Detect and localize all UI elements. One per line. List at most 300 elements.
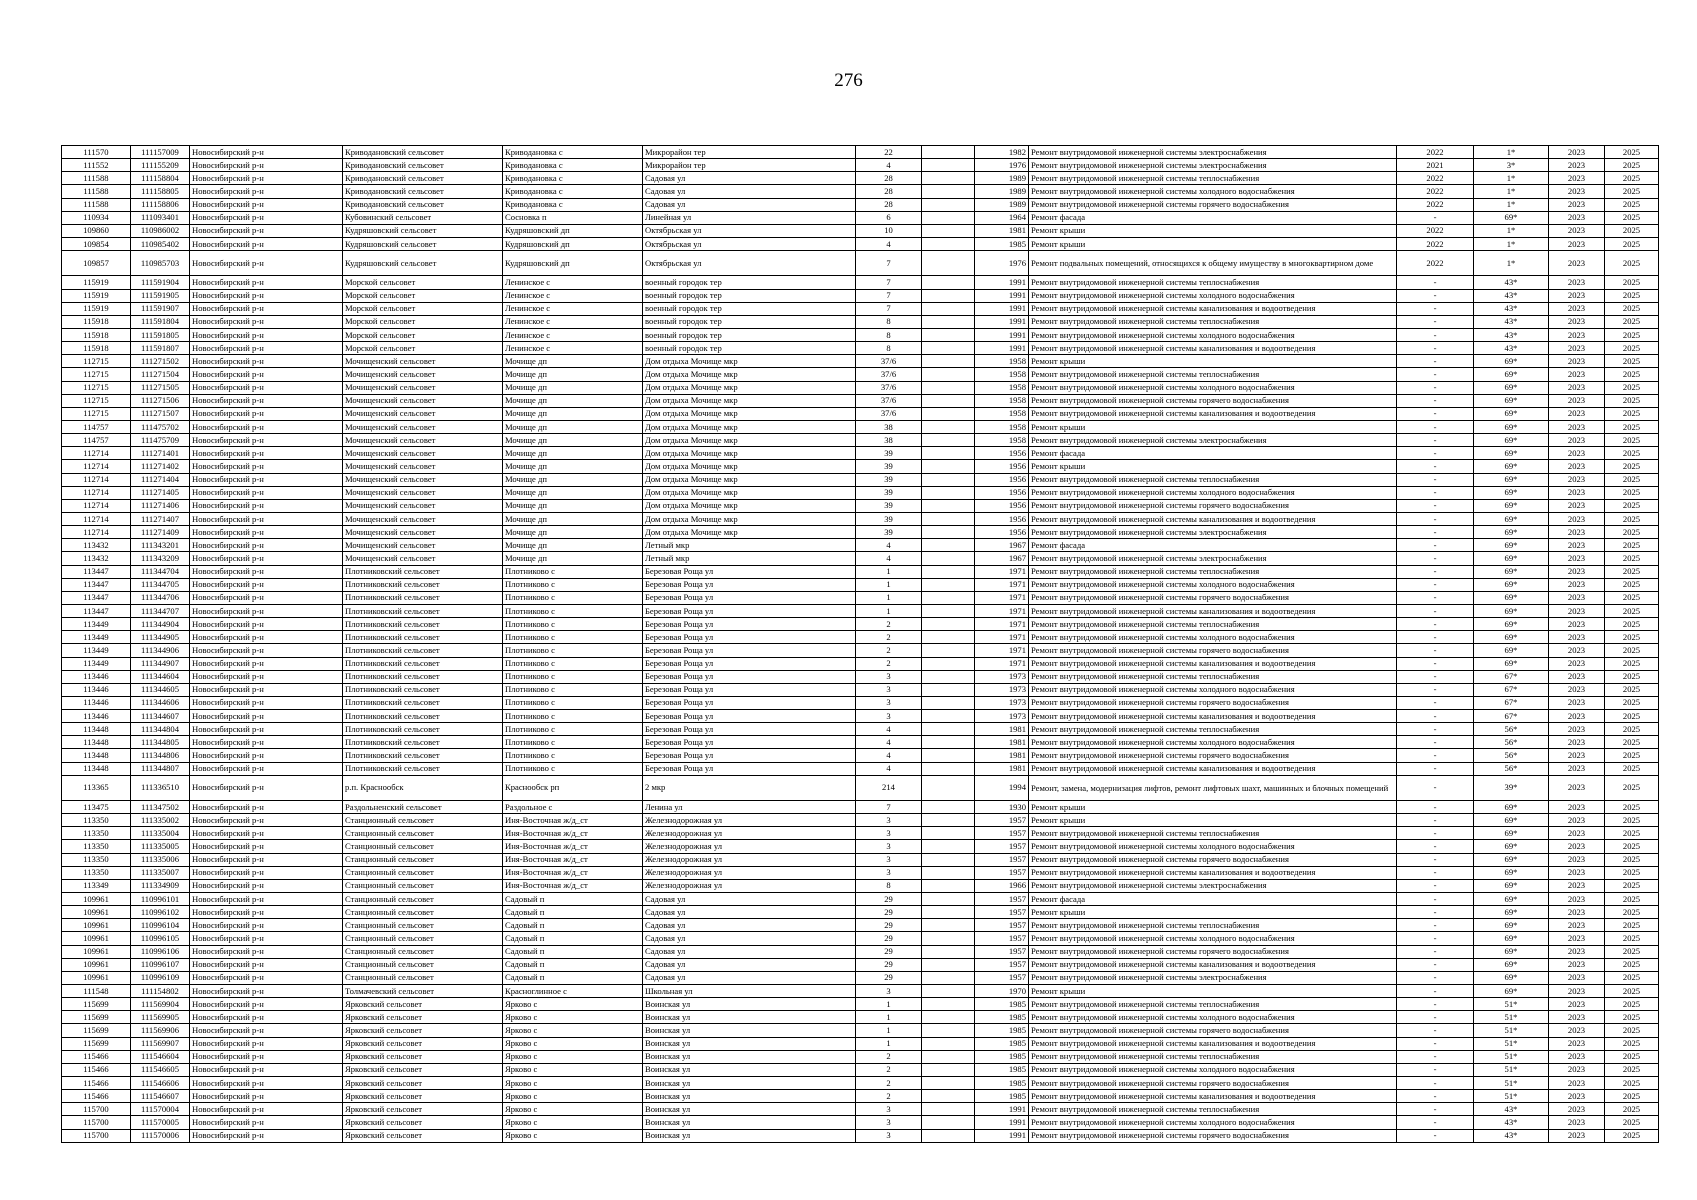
building-cell xyxy=(922,198,975,211)
council-cell: Плотниковский сельсовет xyxy=(343,683,503,696)
prev-repair-year-cell: - xyxy=(1397,591,1474,604)
cost-indicator-cell: 67* xyxy=(1474,683,1549,696)
house-number-cell: 29 xyxy=(856,958,922,971)
street-cell: Дом отдыха Мочище мкр xyxy=(643,512,856,525)
build-year-cell: 1981 xyxy=(975,749,1029,762)
table-row xyxy=(62,1063,1659,1076)
settlement-cell: Кудряшовский дп xyxy=(503,251,643,276)
cost-indicator-cell: 69* xyxy=(1474,591,1549,604)
work-type-cell: Ремонт внутридомовой инженерной системы канализования и водоотведения xyxy=(1029,342,1397,355)
start-year-cell: 2023 xyxy=(1549,866,1605,879)
house-id-cell: 113350 xyxy=(62,853,131,866)
council-cell: Станционный сельсовет xyxy=(343,827,503,840)
work-type-cell: Ремонт внутридомовой инженерной системы канализования и водоотведения xyxy=(1029,958,1397,971)
cost-indicator-cell: 69* xyxy=(1474,381,1549,394)
cost-indicator-cell: 43* xyxy=(1474,302,1549,315)
cost-indicator-cell: 69* xyxy=(1474,512,1549,525)
house-number-cell: 3 xyxy=(856,1116,922,1129)
work-type-cell: Ремонт внутридомовой инженерной системы электроснабжения xyxy=(1029,552,1397,565)
prev-repair-year-cell: - xyxy=(1397,631,1474,644)
district-cell: Новосибирский р-н xyxy=(190,315,343,328)
start-year-cell: 2023 xyxy=(1549,552,1605,565)
start-year-cell: 2023 xyxy=(1549,460,1605,473)
prev-repair-year-cell: 2022 xyxy=(1397,146,1474,159)
element-id-cell: 111271504 xyxy=(131,368,190,381)
element-id-cell: 111271502 xyxy=(131,355,190,368)
start-year-cell: 2023 xyxy=(1549,932,1605,945)
district-cell: Новосибирский р-н xyxy=(190,355,343,368)
prev-repair-year-cell: 2022 xyxy=(1397,237,1474,250)
street-cell: Дом отдыха Мочище мкр xyxy=(643,381,856,394)
end-year-cell: 2025 xyxy=(1605,276,1659,289)
work-type-cell: Ремонт внутридомовой инженерной системы горячего водоснабжения xyxy=(1029,1024,1397,1037)
end-year-cell: 2025 xyxy=(1605,919,1659,932)
element-id-cell: 111570005 xyxy=(131,1116,190,1129)
prev-repair-year-cell: - xyxy=(1397,355,1474,368)
council-cell: Мочищенский сельсовет xyxy=(343,539,503,552)
element-id-cell: 111154802 xyxy=(131,985,190,998)
work-type-cell: Ремонт внутридомовой инженерной системы теплоснабжения xyxy=(1029,565,1397,578)
table-row xyxy=(62,447,1659,460)
work-type-cell: Ремонт внутридомовой инженерной системы канализования и водоотведения xyxy=(1029,407,1397,420)
table-row xyxy=(62,840,1659,853)
start-year-cell: 2023 xyxy=(1549,211,1605,224)
settlement-cell: Садовый п xyxy=(503,971,643,984)
start-year-cell: 2023 xyxy=(1549,1129,1605,1142)
work-type-cell: Ремонт внутридомовой инженерной системы горячего водоснабжения xyxy=(1029,1077,1397,1090)
table-row xyxy=(62,526,1659,539)
house-number-cell: 2 xyxy=(856,1090,922,1103)
street-cell: Березовая Роща ул xyxy=(643,591,856,604)
work-type-cell: Ремонт внутридомовой инженерной системы канализования и водоотведения xyxy=(1029,657,1397,670)
work-type-cell: Ремонт внутридомовой инженерной системы холодного водоснабжения xyxy=(1029,328,1397,341)
street-cell: Ленина ул xyxy=(643,801,856,814)
house-id-cell: 110934 xyxy=(62,211,131,224)
building-cell xyxy=(922,814,975,827)
cost-indicator-cell: 51* xyxy=(1474,1063,1549,1076)
house-number-cell: 3 xyxy=(856,853,922,866)
prev-repair-year-cell: - xyxy=(1397,879,1474,892)
council-cell: Плотниковский сельсовет xyxy=(343,696,503,709)
street-cell: Садовая ул xyxy=(643,958,856,971)
house-number-cell: 2 xyxy=(856,644,922,657)
table-row xyxy=(62,696,1659,709)
house-id-cell: 112714 xyxy=(62,473,131,486)
house-id-cell: 113447 xyxy=(62,604,131,617)
prev-repair-year-cell: - xyxy=(1397,1103,1474,1116)
element-id-cell: 111475702 xyxy=(131,420,190,433)
start-year-cell: 2023 xyxy=(1549,512,1605,525)
cost-indicator-cell: 69* xyxy=(1474,879,1549,892)
work-type-cell: Ремонт внутридомовой инженерной системы электроснабжения xyxy=(1029,971,1397,984)
council-cell: Ярковский сельсовет xyxy=(343,998,503,1011)
house-number-cell: 6 xyxy=(856,211,922,224)
end-year-cell: 2025 xyxy=(1605,971,1659,984)
prev-repair-year-cell: - xyxy=(1397,460,1474,473)
house-number-cell: 29 xyxy=(856,906,922,919)
cost-indicator-cell: 43* xyxy=(1474,1129,1549,1142)
council-cell: Плотниковский сельсовет xyxy=(343,710,503,723)
settlement-cell: Садовый п xyxy=(503,932,643,945)
start-year-cell: 2023 xyxy=(1549,578,1605,591)
table-row xyxy=(62,591,1659,604)
street-cell: военный городок тер xyxy=(643,276,856,289)
table-row xyxy=(62,289,1659,302)
building-cell xyxy=(922,565,975,578)
building-cell xyxy=(922,1063,975,1076)
settlement-cell: Ярково с xyxy=(503,1050,643,1063)
street-cell: Березовая Роща ул xyxy=(643,723,856,736)
house-id-cell: 115699 xyxy=(62,1024,131,1037)
build-year-cell: 1971 xyxy=(975,618,1029,631)
settlement-cell: Плотниково с xyxy=(503,749,643,762)
end-year-cell: 2025 xyxy=(1605,289,1659,302)
building-cell xyxy=(922,736,975,749)
end-year-cell: 2025 xyxy=(1605,394,1659,407)
building-cell xyxy=(922,631,975,644)
build-year-cell: 1957 xyxy=(975,814,1029,827)
work-type-cell: Ремонт внутридомовой инженерной системы канализования и водоотведения xyxy=(1029,1037,1397,1050)
build-year-cell: 1957 xyxy=(975,906,1029,919)
prev-repair-year-cell: - xyxy=(1397,945,1474,958)
table-row xyxy=(62,224,1659,237)
build-year-cell: 1957 xyxy=(975,827,1029,840)
start-year-cell: 2023 xyxy=(1549,434,1605,447)
council-cell: Станционный сельсовет xyxy=(343,879,503,892)
end-year-cell: 2025 xyxy=(1605,198,1659,211)
table-row xyxy=(62,879,1659,892)
house-id-cell: 115699 xyxy=(62,998,131,1011)
district-cell: Новосибирский р-н xyxy=(190,604,343,617)
table-row xyxy=(62,302,1659,315)
council-cell: Ярковский сельсовет xyxy=(343,1103,503,1116)
settlement-cell: Мочище дп xyxy=(503,447,643,460)
work-type-cell: Ремонт внутридомовой инженерной системы канализования и водоотведения xyxy=(1029,1090,1397,1103)
start-year-cell: 2023 xyxy=(1549,749,1605,762)
prev-repair-year-cell: - xyxy=(1397,958,1474,971)
council-cell: Станционный сельсовет xyxy=(343,945,503,958)
council-cell: Ярковский сельсовет xyxy=(343,1024,503,1037)
build-year-cell: 1971 xyxy=(975,644,1029,657)
end-year-cell: 2025 xyxy=(1605,355,1659,368)
end-year-cell: 2025 xyxy=(1605,1090,1659,1103)
end-year-cell: 2025 xyxy=(1605,368,1659,381)
council-cell: Плотниковский сельсовет xyxy=(343,565,503,578)
street-cell: Дом отдыха Мочище мкр xyxy=(643,526,856,539)
element-id-cell: 111335004 xyxy=(131,827,190,840)
prev-repair-year-cell: - xyxy=(1397,919,1474,932)
street-cell: Октябрьская ул xyxy=(643,224,856,237)
element-id-cell: 111344706 xyxy=(131,591,190,604)
table-row xyxy=(62,945,1659,958)
district-cell: Новосибирский р-н xyxy=(190,827,343,840)
house-number-cell: 28 xyxy=(856,172,922,185)
element-id-cell: 111343209 xyxy=(131,552,190,565)
district-cell: Новосибирский р-н xyxy=(190,762,343,775)
house-id-cell: 115466 xyxy=(62,1063,131,1076)
prev-repair-year-cell: - xyxy=(1397,1037,1474,1050)
house-number-cell: 38 xyxy=(856,434,922,447)
prev-repair-year-cell: - xyxy=(1397,618,1474,631)
building-cell xyxy=(922,749,975,762)
settlement-cell: Плотниково с xyxy=(503,683,643,696)
table-row xyxy=(62,552,1659,565)
settlement-cell: Плотниково с xyxy=(503,762,643,775)
house-number-cell: 29 xyxy=(856,971,922,984)
table-row xyxy=(62,473,1659,486)
table-row xyxy=(62,1116,1659,1129)
end-year-cell: 2025 xyxy=(1605,1116,1659,1129)
build-year-cell: 1957 xyxy=(975,932,1029,945)
prev-repair-year-cell: - xyxy=(1397,762,1474,775)
cost-indicator-cell: 69* xyxy=(1474,801,1549,814)
end-year-cell: 2025 xyxy=(1605,827,1659,840)
prev-repair-year-cell: - xyxy=(1397,368,1474,381)
end-year-cell: 2025 xyxy=(1605,539,1659,552)
house-number-cell: 1 xyxy=(856,578,922,591)
street-cell: Воинская ул xyxy=(643,1063,856,1076)
street-cell: Дом отдыха Мочище мкр xyxy=(643,368,856,381)
element-id-cell: 111093401 xyxy=(131,211,190,224)
building-cell xyxy=(922,853,975,866)
build-year-cell: 1956 xyxy=(975,473,1029,486)
house-number-cell: 39 xyxy=(856,526,922,539)
cost-indicator-cell: 69* xyxy=(1474,853,1549,866)
end-year-cell: 2025 xyxy=(1605,499,1659,512)
district-cell: Новосибирский р-н xyxy=(190,971,343,984)
cost-indicator-cell: 1* xyxy=(1474,185,1549,198)
table-row xyxy=(62,853,1659,866)
building-cell xyxy=(922,1116,975,1129)
settlement-cell: Ярково с xyxy=(503,1011,643,1024)
work-type-cell: Ремонт фасада xyxy=(1029,893,1397,906)
settlement-cell: Сосновка п xyxy=(503,211,643,224)
settlement-cell: Иня-Восточная ж/д_ст xyxy=(503,827,643,840)
end-year-cell: 2025 xyxy=(1605,486,1659,499)
cost-indicator-cell: 43* xyxy=(1474,276,1549,289)
building-cell xyxy=(922,683,975,696)
table-row xyxy=(62,1129,1659,1142)
start-year-cell: 2023 xyxy=(1549,971,1605,984)
element-id-cell: 111591805 xyxy=(131,328,190,341)
table-row xyxy=(62,539,1659,552)
work-type-cell: Ремонт внутридомовой инженерной системы теплоснабжения xyxy=(1029,368,1397,381)
district-cell: Новосибирский р-н xyxy=(190,198,343,211)
table-row xyxy=(62,355,1659,368)
cost-indicator-cell: 56* xyxy=(1474,762,1549,775)
table-row xyxy=(62,998,1659,1011)
house-id-cell: 112714 xyxy=(62,512,131,525)
house-number-cell: 29 xyxy=(856,945,922,958)
building-cell xyxy=(922,211,975,224)
element-id-cell: 111344604 xyxy=(131,670,190,683)
house-number-cell: 28 xyxy=(856,185,922,198)
settlement-cell: Ярково с xyxy=(503,1037,643,1050)
building-cell xyxy=(922,315,975,328)
start-year-cell: 2023 xyxy=(1549,289,1605,302)
start-year-cell: 2023 xyxy=(1549,1103,1605,1116)
settlement-cell: Мочище дп xyxy=(503,434,643,447)
house-id-cell: 115919 xyxy=(62,276,131,289)
house-id-cell: 109854 xyxy=(62,237,131,250)
council-cell: Мочищенский сельсовет xyxy=(343,486,503,499)
build-year-cell: 1956 xyxy=(975,526,1029,539)
work-type-cell: Ремонт внутридомовой инженерной системы канализования и водоотведения xyxy=(1029,604,1397,617)
house-number-cell: 39 xyxy=(856,486,922,499)
district-cell: Новосибирский р-н xyxy=(190,801,343,814)
house-id-cell: 113475 xyxy=(62,801,131,814)
council-cell: Ярковский сельсовет xyxy=(343,1077,503,1090)
cost-indicator-cell: 51* xyxy=(1474,1077,1549,1090)
build-year-cell: 1991 xyxy=(975,1116,1029,1129)
prev-repair-year-cell: - xyxy=(1397,1050,1474,1063)
prev-repair-year-cell: - xyxy=(1397,906,1474,919)
work-type-cell: Ремонт крыши xyxy=(1029,985,1397,998)
settlement-cell: Плотниково с xyxy=(503,578,643,591)
start-year-cell: 2023 xyxy=(1549,368,1605,381)
house-id-cell: 111588 xyxy=(62,185,131,198)
end-year-cell: 2025 xyxy=(1605,407,1659,420)
house-number-cell: 1 xyxy=(856,604,922,617)
build-year-cell: 1971 xyxy=(975,591,1029,604)
prev-repair-year-cell: - xyxy=(1397,1024,1474,1037)
end-year-cell: 2025 xyxy=(1605,710,1659,723)
prev-repair-year-cell: - xyxy=(1397,1129,1474,1142)
settlement-cell: Криводановка с xyxy=(503,146,643,159)
street-cell: Воинская ул xyxy=(643,1129,856,1142)
work-type-cell: Ремонт внутридомовой инженерной системы канализования и водоотведения xyxy=(1029,512,1397,525)
work-type-cell: Ремонт внутридомовой инженерной системы теплоснабжения xyxy=(1029,1050,1397,1063)
settlement-cell: Мочище дп xyxy=(503,512,643,525)
district-cell: Новосибирский р-н xyxy=(190,368,343,381)
cost-indicator-cell: 69* xyxy=(1474,368,1549,381)
build-year-cell: 1958 xyxy=(975,434,1029,447)
prev-repair-year-cell: - xyxy=(1397,604,1474,617)
start-year-cell: 2023 xyxy=(1549,827,1605,840)
build-year-cell: 1973 xyxy=(975,670,1029,683)
building-cell xyxy=(922,486,975,499)
start-year-cell: 2023 xyxy=(1549,1116,1605,1129)
end-year-cell: 2025 xyxy=(1605,840,1659,853)
table-row xyxy=(62,762,1659,775)
table-row xyxy=(62,407,1659,420)
house-number-cell: 7 xyxy=(856,302,922,315)
table-row xyxy=(62,185,1659,198)
house-number-cell: 37/6 xyxy=(856,368,922,381)
end-year-cell: 2025 xyxy=(1605,762,1659,775)
house-id-cell: 113447 xyxy=(62,565,131,578)
settlement-cell: Мочище дп xyxy=(503,420,643,433)
council-cell: Ярковский сельсовет xyxy=(343,1063,503,1076)
prev-repair-year-cell: - xyxy=(1397,736,1474,749)
element-id-cell: 111271507 xyxy=(131,407,190,420)
street-cell: военный городок тер xyxy=(643,342,856,355)
street-cell: Воинская ул xyxy=(643,1116,856,1129)
council-cell: Плотниковский сельсовет xyxy=(343,591,503,604)
house-number-cell: 8 xyxy=(856,342,922,355)
work-type-cell: Ремонт внутридомовой инженерной системы горячего водоснабжения xyxy=(1029,644,1397,657)
house-id-cell: 113446 xyxy=(62,710,131,723)
start-year-cell: 2023 xyxy=(1549,172,1605,185)
settlement-cell: Ленинское с xyxy=(503,342,643,355)
prev-repair-year-cell: - xyxy=(1397,644,1474,657)
start-year-cell: 2023 xyxy=(1549,696,1605,709)
council-cell: Мочищенский сельсовет xyxy=(343,473,503,486)
start-year-cell: 2023 xyxy=(1549,381,1605,394)
end-year-cell: 2025 xyxy=(1605,866,1659,879)
element-id-cell: 111546606 xyxy=(131,1077,190,1090)
building-cell xyxy=(922,985,975,998)
table-row xyxy=(62,827,1659,840)
prev-repair-year-cell: - xyxy=(1397,381,1474,394)
building-cell xyxy=(922,251,975,276)
prev-repair-year-cell: - xyxy=(1397,1077,1474,1090)
element-id-cell: 110996105 xyxy=(131,932,190,945)
street-cell: Дом отдыха Мочище мкр xyxy=(643,460,856,473)
end-year-cell: 2025 xyxy=(1605,526,1659,539)
end-year-cell: 2025 xyxy=(1605,172,1659,185)
work-type-cell: Ремонт подвальных помещений, относящихся к общему имуществу в многоквартирном доме xyxy=(1029,251,1397,276)
district-cell: Новосибирский р-н xyxy=(190,224,343,237)
council-cell: Ярковский сельсовет xyxy=(343,1050,503,1063)
table-row xyxy=(62,919,1659,932)
start-year-cell: 2023 xyxy=(1549,683,1605,696)
district-cell: Новосибирский р-н xyxy=(190,512,343,525)
district-cell: Новосибирский р-н xyxy=(190,723,343,736)
council-cell: Морской сельсовет xyxy=(343,289,503,302)
house-id-cell: 115466 xyxy=(62,1090,131,1103)
table-row xyxy=(62,1103,1659,1116)
cost-indicator-cell: 69* xyxy=(1474,526,1549,539)
district-cell: Новосибирский р-н xyxy=(190,251,343,276)
build-year-cell: 1957 xyxy=(975,893,1029,906)
district-cell: Новосибирский р-н xyxy=(190,539,343,552)
start-year-cell: 2023 xyxy=(1549,1037,1605,1050)
cost-indicator-cell: 3* xyxy=(1474,159,1549,172)
street-cell: Дом отдыха Мочище мкр xyxy=(643,420,856,433)
work-type-cell: Ремонт внутридомовой инженерной системы горячего водоснабжения xyxy=(1029,853,1397,866)
house-id-cell: 112715 xyxy=(62,394,131,407)
work-type-cell: Ремонт внутридомовой инженерной системы теплоснабжения xyxy=(1029,618,1397,631)
building-cell xyxy=(922,368,975,381)
end-year-cell: 2025 xyxy=(1605,1050,1659,1063)
end-year-cell: 2025 xyxy=(1605,185,1659,198)
settlement-cell: Садовый п xyxy=(503,906,643,919)
build-year-cell: 1957 xyxy=(975,840,1029,853)
start-year-cell: 2023 xyxy=(1549,958,1605,971)
end-year-cell: 2025 xyxy=(1605,315,1659,328)
settlement-cell: Иня-Восточная ж/д_ст xyxy=(503,866,643,879)
start-year-cell: 2023 xyxy=(1549,447,1605,460)
end-year-cell: 2025 xyxy=(1605,302,1659,315)
street-cell: Железнодорожная ул xyxy=(643,853,856,866)
cost-indicator-cell: 43* xyxy=(1474,328,1549,341)
start-year-cell: 2023 xyxy=(1549,159,1605,172)
building-cell xyxy=(922,723,975,736)
district-cell: Новосибирский р-н xyxy=(190,736,343,749)
element-id-cell: 111570006 xyxy=(131,1129,190,1142)
street-cell: Дом отдыха Мочище мкр xyxy=(643,407,856,420)
prev-repair-year-cell: - xyxy=(1397,853,1474,866)
start-year-cell: 2023 xyxy=(1549,342,1605,355)
start-year-cell: 2023 xyxy=(1549,1011,1605,1024)
council-cell: Плотниковский сельсовет xyxy=(343,723,503,736)
build-year-cell: 1970 xyxy=(975,985,1029,998)
start-year-cell: 2023 xyxy=(1549,237,1605,250)
council-cell: Мочищенский сельсовет xyxy=(343,434,503,447)
build-year-cell: 1991 xyxy=(975,342,1029,355)
cost-indicator-cell: 51* xyxy=(1474,1090,1549,1103)
